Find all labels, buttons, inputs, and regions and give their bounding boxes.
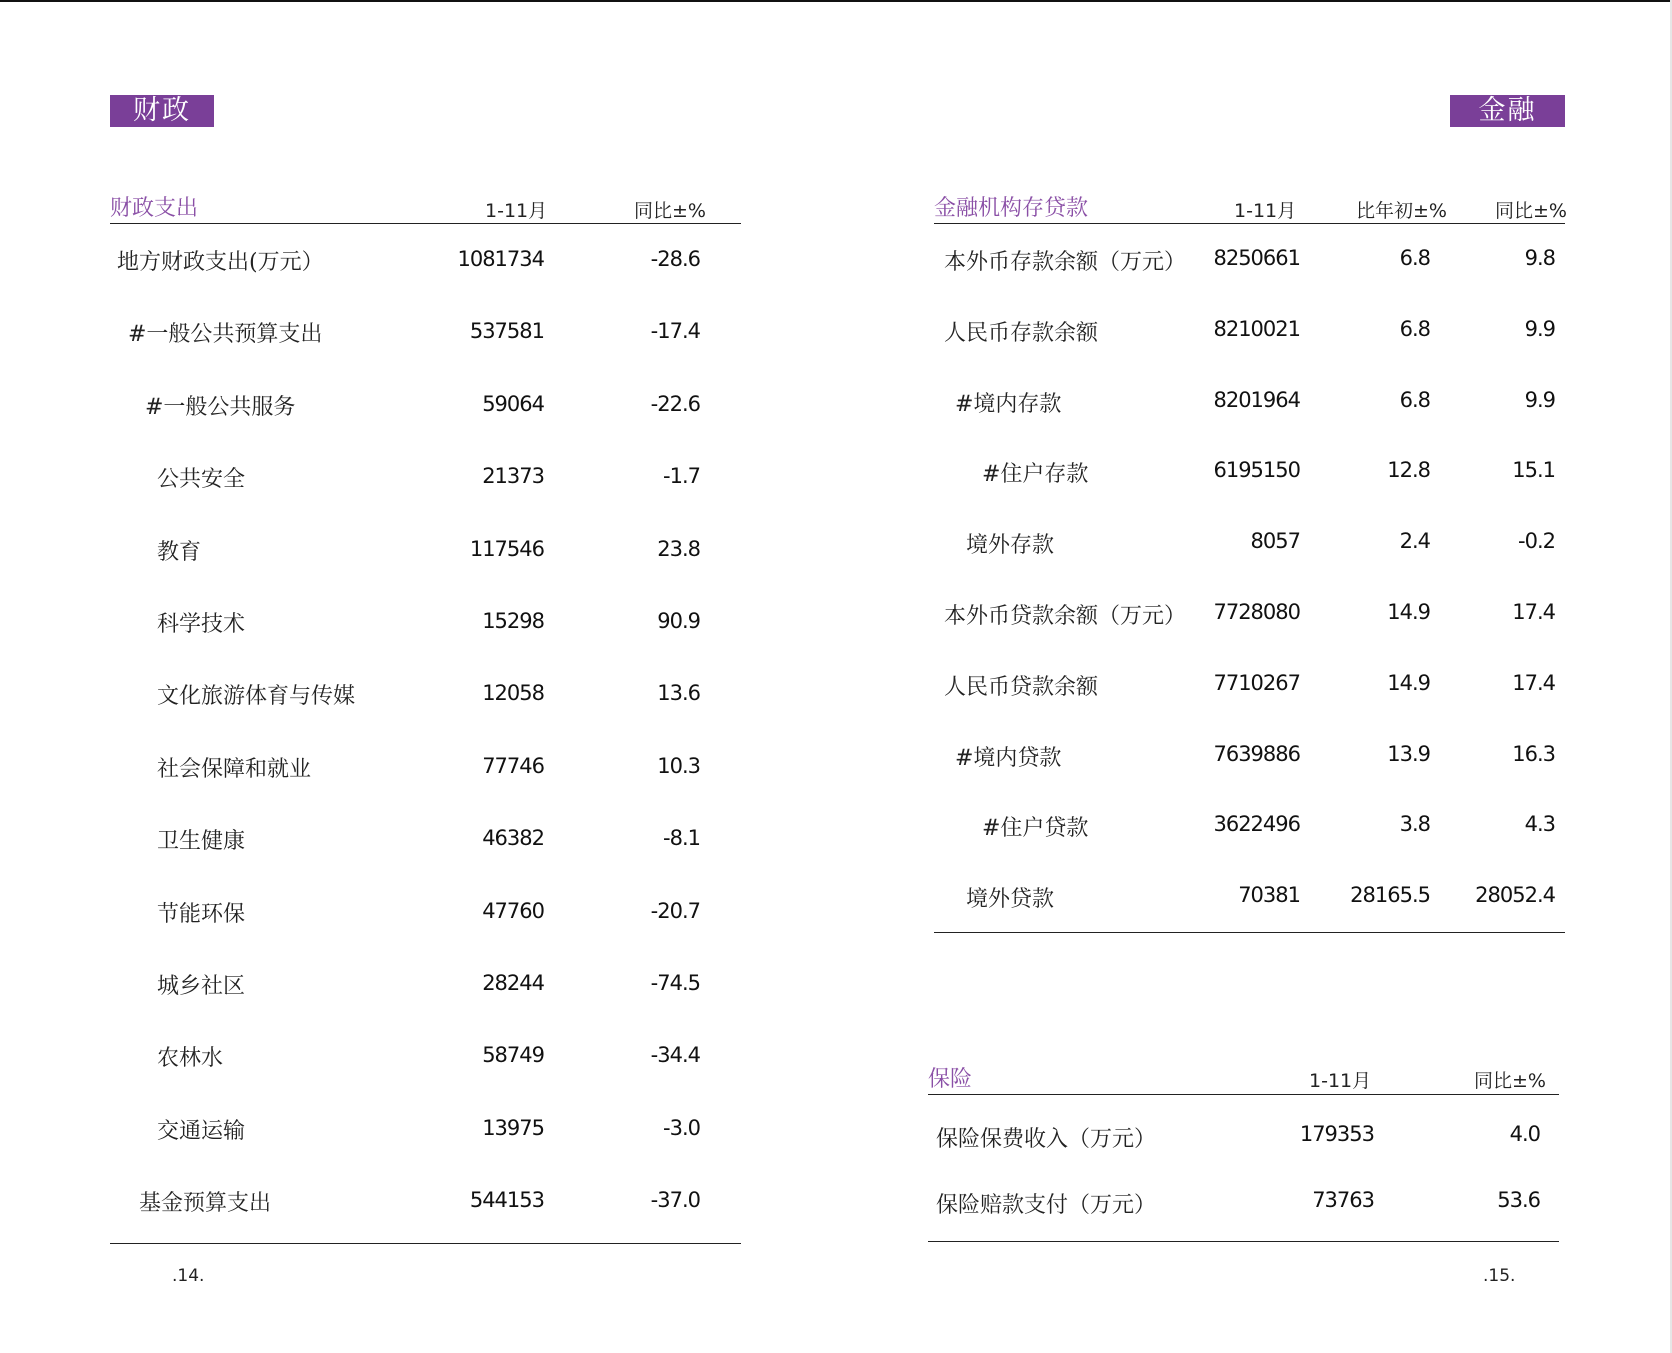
- table-row-yoy: -3.0: [663, 1115, 700, 1140]
- table-row-label: 教育: [157, 539, 202, 565]
- table-row-value: 7728080: [1213, 600, 1300, 624]
- table-row-label: 卫生健康: [157, 829, 246, 855]
- table-row-yoy: 9.8: [1524, 246, 1555, 270]
- table-row-label: 城乡社区: [157, 974, 246, 999]
- table-row-label: #住户贷款: [982, 816, 1089, 842]
- table-row-label: 保险保费收入（万元）: [936, 1127, 1157, 1152]
- table-row-value: 46382: [482, 826, 544, 851]
- table-row-yoy: -0.2: [1518, 529, 1555, 554]
- table-row-value: 70381: [1238, 883, 1300, 908]
- fiscal-col-header-yoy: 同比±%: [634, 200, 706, 222]
- table-row-yoy: 9.9: [1524, 387, 1555, 412]
- table-row-yoy: -34.4: [650, 1043, 700, 1068]
- table-row-value: 8057: [1250, 529, 1300, 554]
- table-row-yoy: -1.7: [663, 464, 700, 489]
- table-row-ytd: 13.9: [1387, 741, 1430, 766]
- table-row-yoy: 28052.4: [1475, 883, 1555, 908]
- insurance-header-rule: [928, 1094, 1559, 1095]
- page-number-right: .15.: [1483, 1266, 1516, 1286]
- table-row-value: 12058: [482, 681, 544, 706]
- table-row-label: 交通运输: [157, 1118, 246, 1144]
- table-row-yoy: 10.3: [657, 753, 700, 778]
- table-row-value: 15298: [482, 609, 544, 633]
- table-row-value: 537581: [469, 319, 544, 344]
- table-row-yoy: -74.5: [650, 971, 700, 995]
- insurance-col-header-yoy: 同比±%: [1474, 1070, 1546, 1092]
- table-row-yoy: 13.6: [657, 681, 700, 706]
- table-row-yoy: 4.0: [1509, 1122, 1540, 1146]
- table-row-yoy: -28.6: [650, 247, 700, 271]
- table-row-yoy: -8.1: [663, 826, 700, 851]
- table-row-ytd: 6.8: [1399, 316, 1430, 341]
- table-row-label: 保险赔款支付（万元）: [936, 1193, 1157, 1218]
- table-row-yoy: -37.0: [650, 1188, 700, 1213]
- page-number-left: .14.: [172, 1266, 205, 1286]
- table-row-ytd: 6.8: [1399, 387, 1430, 412]
- table-row-value: 179353: [1299, 1122, 1374, 1146]
- table-row-label: 农林水: [157, 1046, 224, 1072]
- finance-col-header-period: 1-11月: [1234, 200, 1297, 222]
- table-row-value: 13975: [482, 1115, 544, 1140]
- table-row-value: 73763: [1312, 1188, 1374, 1212]
- table-row-label: #一般公共服务: [145, 394, 296, 420]
- table-row-yoy: -22.6: [650, 391, 700, 416]
- table-row-label: 社会保障和就业: [157, 756, 312, 782]
- finance-bottom-rule: [934, 932, 1565, 933]
- table-row-value: 8250661: [1213, 246, 1300, 270]
- finance-table-title: 金融机构存贷款: [934, 196, 1089, 221]
- fiscal-table-title: 财政支出: [110, 196, 199, 221]
- finance-col-header-yoy: 同比±%: [1495, 200, 1567, 222]
- table-row-label: 公共安全: [157, 467, 246, 493]
- table-row-yoy: 4.3: [1524, 812, 1555, 837]
- table-row-label: #境内贷款: [955, 745, 1062, 771]
- table-row-value: 59064: [482, 391, 544, 416]
- fiscal-bottom-rule: [110, 1243, 741, 1244]
- table-row-ytd: 2.4: [1399, 529, 1430, 554]
- table-row-yoy: 23.8: [657, 536, 700, 561]
- table-row-label: #住户存款: [982, 462, 1089, 488]
- table-row-label: 本外币存款余额（万元）: [944, 250, 1187, 275]
- insurance-bottom-rule: [928, 1241, 1559, 1242]
- table-row-label: 基金预算支出: [139, 1191, 272, 1217]
- table-row-label: 人民币存款余额: [944, 320, 1099, 346]
- fiscal-header-rule: [110, 223, 741, 224]
- table-row-yoy: -17.4: [650, 319, 700, 344]
- table-row-ytd: 28165.5: [1350, 883, 1430, 908]
- table-row-value: 47760: [482, 898, 544, 923]
- table-row-value: 7639886: [1213, 741, 1300, 766]
- table-row-yoy: 9.9: [1524, 316, 1555, 341]
- table-row-value: 117546: [469, 536, 544, 561]
- table-row-label: 人民币贷款余额: [944, 674, 1099, 700]
- table-row-value: 77746: [482, 753, 544, 778]
- table-row-yoy: 17.4: [1512, 670, 1555, 695]
- table-row-value: 1081734: [457, 247, 544, 271]
- table-row-yoy: -20.7: [650, 898, 700, 923]
- table-row-ytd: 14.9: [1387, 600, 1430, 624]
- table-row-label: #境内存款: [955, 391, 1062, 417]
- finance-col-header-ytd: 比年初±%: [1356, 200, 1447, 222]
- finance-header-rule: [934, 223, 1565, 224]
- table-row-yoy: 90.9: [657, 609, 700, 633]
- table-row-label: 地方财政支出(万元）: [117, 250, 324, 275]
- insurance-table-title: 保险: [928, 1067, 973, 1092]
- table-row-ytd: 6.8: [1399, 246, 1430, 270]
- table-row-yoy: 15.1: [1512, 458, 1555, 483]
- table-row-yoy: 16.3: [1512, 741, 1555, 766]
- table-row-label: 境外贷款: [966, 887, 1055, 913]
- section-tag-fiscal: 财政: [110, 95, 214, 127]
- table-row-label: 境外存款: [966, 533, 1055, 559]
- table-row-label: #一般公共预算支出: [128, 322, 323, 348]
- top-border: [0, 0, 1672, 2]
- table-row-value: 8201964: [1213, 387, 1300, 412]
- table-row-label: 科学技术: [157, 612, 246, 637]
- table-row-value: 21373: [482, 464, 544, 489]
- table-row-value: 8210021: [1213, 316, 1300, 341]
- table-row-value: 7710267: [1213, 670, 1300, 695]
- table-row-ytd: 12.8: [1387, 458, 1430, 483]
- table-row-value: 28244: [482, 971, 544, 995]
- insurance-col-header-period: 1-11月: [1309, 1070, 1372, 1092]
- table-row-value: 58749: [482, 1043, 544, 1068]
- table-row-ytd: 14.9: [1387, 670, 1430, 695]
- table-row-value: 6195150: [1213, 458, 1300, 483]
- table-row-value: 3622496: [1213, 812, 1300, 837]
- table-row-yoy: 53.6: [1497, 1188, 1540, 1212]
- section-tag-finance: 金融: [1450, 95, 1565, 127]
- table-row-yoy: 17.4: [1512, 600, 1555, 624]
- fiscal-col-header-period: 1-11月: [485, 200, 548, 222]
- table-row-label: 本外币贷款余额（万元）: [944, 604, 1187, 629]
- table-row-label: 节能环保: [157, 901, 246, 927]
- table-row-value: 544153: [469, 1188, 544, 1213]
- table-row-label: 文化旅游体育与传媒: [157, 684, 356, 710]
- table-row-ytd: 3.8: [1399, 812, 1430, 837]
